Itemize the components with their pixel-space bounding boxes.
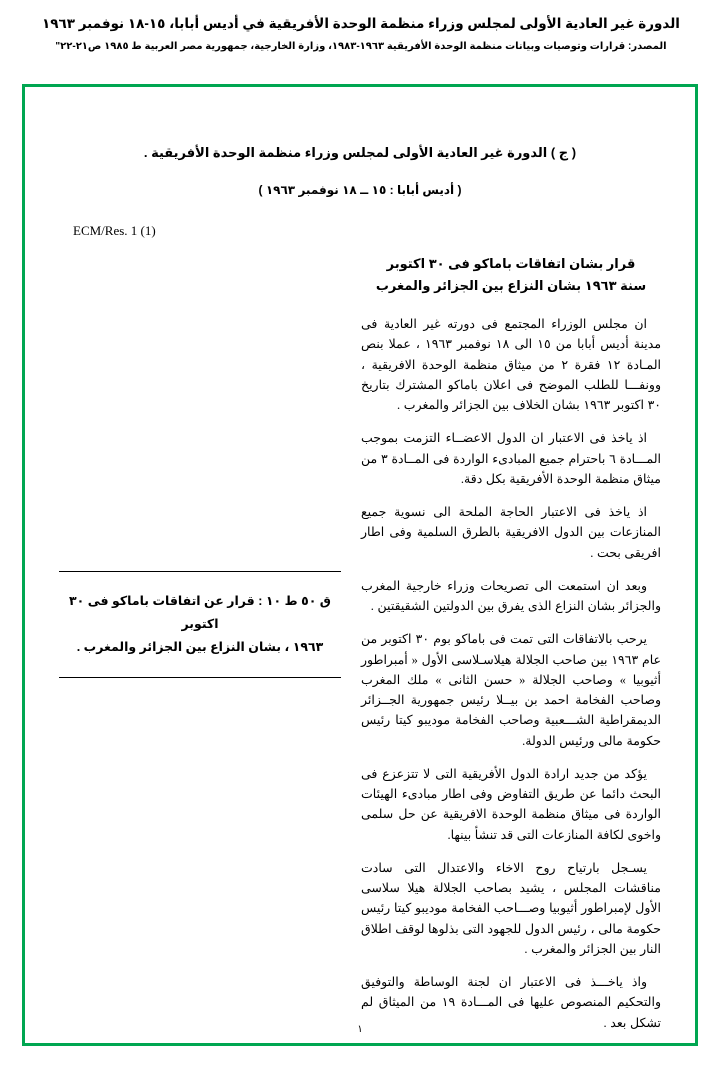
resolution-title-line-2: سنة ١٩٦٣ بشان النزاع بين الجزائر والمغرب: [375, 278, 647, 294]
paragraph: يسـجل بارتياح روح الاخاء والاعتدال التى سادت مناقشات المجلس ، يشيد بصاحب الجلالة هيلا سلاسى الأول لإمبراطور أثيوبيا وصـــاحب الفخامة موديبو كيتا رئيس حكومة مالى ، رئيس الدول للجهود التى بذلوها لوقف اطلاق النار بين الجزائر والمغرب .: [361, 860, 661, 956]
paragraph: اذ ياخذ فى الاعتبار الحاجة الملحة الى نسوية جميع المنازعات بين الدول الافريقية بالطرق السلمية وفى اطار افريقى بحت .: [361, 505, 661, 560]
resolution-title: [361, 253, 661, 299]
divider-bottom: [59, 677, 341, 678]
two-column-body: [55, 253, 665, 1030]
margin-note-line-2: ١٩٦٣ ، بشان النزاع بين الجزائر والمغرب .: [76, 639, 324, 654]
page-content: [25, 87, 695, 1043]
page-number: ١: [357, 1024, 363, 1035]
paragraph: اذ ياخذ فى الاعتبار ان الدول الاعضــاء التزمت بموجب المـــادة ٦ باحترام جميع المبادىء الواردة فى المــادة ٣ من ميثاق منظمة الوحدة الأفريقية بكل دقة.: [361, 431, 661, 486]
resolution-column: [361, 253, 661, 1046]
resolution-title-line-1: قرار بشان اتفاقات باماكو فى ٣٠ اكتوبر: [386, 255, 636, 271]
session-dates: ( أديس أبابا : ١٥ ــ ١٨ نوفمبر ١٩٦٣ ): [258, 182, 462, 197]
paragraph: يرحب بالاتفاقات التى تمت فى باماكو بوم ٣٠ اكتوبر من عام ١٩٦٣ بين صاحب الجلالة هيلاسـلاسى الأول « أمبراطور أثيوبيا » وصاحب الجلالة « حسن الثانى » ملك المغرب وصاحب الفخامة احمد بن بيــلا رئيس جمهورية الجــزائر الديمقراطية الشـــعبية وصاحب الفخامة موديبو كيتا رئيس حكومة مالى ورئيس الدولة.: [361, 632, 662, 748]
session-title: ( ج ) الدورة غير العادية الأولى لمجلس وزراء منظمة الوحدة الأفريقية .: [143, 145, 577, 160]
header-source: المصدر: قرارات وتوصيات وبيانات منظمة الوحدة الأفريقية ١٩٦٣-١٩٨٣، وزارة الخارجية، جمهورية مصر العربية ط ١٩٨٥ ص٢١-٢٢": [55, 40, 667, 52]
paragraph: ان مجلس الوزراء المجتمع فى دورته غير العادية فى مدينة أديس أبابا من ١٥ الى ١٨ نوفمبر ١٩٦٣ ، عملا بنص المـادة ١٢ فقرة ٢ من ميثاق منظمة الوحدة الافريقية ، وونفـــا للطلب الموضح فى اعلان باماكو المشترك بتاريخ ٣٠ اكتوبر ١٩٦٣ بشان الخلاف بين الجزائر والمغرب .: [361, 317, 662, 412]
resolution-reference-code: ECM/Res. 1 (1): [73, 222, 156, 238]
paragraph: واذ ياخـــذ فى الاعتبار ان لجنة الوساطة والتوفيق والتحكيم المنصوص عليها فى المـــادة ١٩ من الميثاق لم تشكل بعد .: [361, 975, 661, 1030]
margin-note-line-1: ق ٥٠ ط ١٠ : قرار عن اتفاقات باماكو فى ٣٠ اكتوبر: [69, 593, 331, 631]
paragraph: يؤكد من جديد ارادة الدول الأفريقية التى لا تتزعزع فى البحث دائما عن طريق التفاوض وفى اطار مبادىء الهيئات الواردة فى ميثاق منظمة الوحدة الافريقية عن حل سلمى واخوى لكافة المنازعات التى قد تنشأ بينها.: [361, 766, 661, 842]
header-title: الدورة غير العادية الأولى لمجلس وزراء منظمة الوحدة الأفريقية في أديس أبابا، ١٥-١٨ نوفمبر ١٩٦٣: [42, 16, 680, 31]
green-page-frame: [22, 84, 698, 1046]
margin-note-column: [59, 571, 341, 678]
document-header: [0, 0, 722, 60]
paragraph: وبعد ان استمعت الى تصريحات وزراء خارجية المغرب والجزائر بشان النزاع الذى يفرق بين الدولتين الشقيقتين .: [361, 578, 661, 613]
margin-note: [59, 572, 341, 677]
